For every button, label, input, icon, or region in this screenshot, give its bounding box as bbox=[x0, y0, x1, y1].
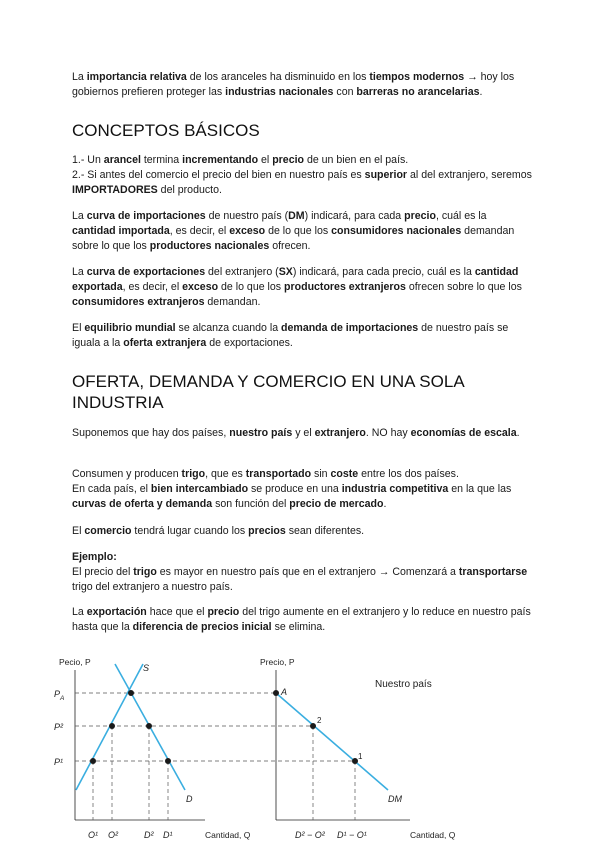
s1_p_dm-run: de nuestro país ( bbox=[205, 210, 289, 222]
right-panel-title: Nuestro país bbox=[375, 679, 432, 690]
s1_p_dm-run: curva de importaciones bbox=[86, 210, 206, 222]
s1_p_dm-run: , es decir, el bbox=[169, 225, 230, 237]
s2_p4-run: El precio del bbox=[72, 566, 134, 578]
s2_p2-run: coste bbox=[330, 468, 359, 480]
intro-run: → hoy los gobiernos prefieren proteger las bbox=[72, 71, 515, 98]
s1_list-run: 1.- Un bbox=[72, 154, 104, 166]
s2_p1-run: y el bbox=[292, 427, 315, 439]
intro-run: con bbox=[333, 86, 357, 98]
s1_p_dm-run: cantidad importada bbox=[72, 225, 170, 237]
dm-label: DM bbox=[388, 794, 402, 804]
s1_p_eq-run: de nuestro país se iguala a la bbox=[72, 322, 509, 349]
s2_p4-run: Ejemplo: bbox=[72, 551, 117, 563]
s1_p_dm-run: La bbox=[72, 210, 87, 222]
label-point-1: 1 bbox=[358, 752, 363, 761]
s2_p2-run: entre los dos países. bbox=[358, 468, 459, 480]
s2_p5-run: se elimina. bbox=[271, 621, 326, 633]
left-y-axis-label: Pecio, P bbox=[59, 657, 91, 667]
s1_list-run: incrementando bbox=[182, 154, 259, 166]
s2_p2-run: En cada país, el bbox=[72, 483, 151, 495]
point-2 bbox=[310, 723, 316, 729]
s1_p_eq-run: de exportaciones. bbox=[206, 337, 293, 349]
s1_p_dm-run: consumidores nacionales bbox=[331, 225, 462, 237]
x-tick-D1: D¹ bbox=[163, 830, 173, 840]
supply-point-P1 bbox=[90, 758, 96, 764]
s2_p3-run: precios bbox=[248, 525, 286, 537]
s1_p_dm-run: ofrecen. bbox=[269, 240, 311, 252]
section-title-conceptos: CONCEPTOS BÁSICOS bbox=[72, 121, 260, 140]
s2_p5-run: precio bbox=[207, 606, 240, 618]
s1_list-run: del producto. bbox=[157, 184, 222, 196]
point-A bbox=[273, 690, 279, 696]
s1_p_sx-run: productores extranjeros bbox=[284, 281, 406, 293]
s1_p_sx-run: ofrecen sobre lo que los bbox=[405, 281, 522, 293]
s1_p_dm-run: precio bbox=[404, 210, 436, 222]
s1_p_dm-run: , cuál es la bbox=[435, 210, 487, 222]
supply-point-P2 bbox=[109, 723, 115, 729]
x-tick-D1-O1: D¹ − O¹ bbox=[337, 830, 367, 840]
s1_p_sx-run: consumidores extranjeros bbox=[72, 296, 205, 308]
s2_p4-run: trigo bbox=[133, 566, 157, 578]
s1_list-run: precio bbox=[272, 154, 304, 166]
right-panel bbox=[260, 657, 456, 840]
s1_p_sx-run: La bbox=[72, 266, 87, 278]
s2_p4-run: es mayor en nuestro país que en el extranjero → Comenzará a bbox=[156, 566, 459, 578]
s1_p_sx-run: exceso bbox=[182, 281, 219, 293]
s2_p5-run: del trigo aumente en el extranjero y lo reduce en nuestro país hasta que la bbox=[72, 606, 531, 633]
s1_p_dm-run: exceso bbox=[229, 225, 266, 237]
section-title-oferta-demanda: OFERTA, DEMANDA Y COMERCIO EN UNA SOLA INDUSTRIA bbox=[72, 372, 464, 412]
s2_p5-run: La bbox=[72, 606, 87, 618]
s1_p_sx-run: de lo que los bbox=[218, 281, 285, 293]
s2_p1-run: extranjero bbox=[314, 427, 366, 439]
import-demand-curve bbox=[276, 693, 388, 790]
s2_p5-run: exportación bbox=[86, 606, 147, 618]
s1_p_eq-run: El bbox=[72, 322, 85, 334]
x-tick-D2-O2: D² − O² bbox=[295, 830, 325, 840]
s2_p2-run: , que es bbox=[205, 468, 246, 480]
s1_p_sx-run: ) indicará, para cada precio, cuál es la bbox=[292, 266, 475, 278]
s2_p4-run: trigo del extranjero a nuestro país. bbox=[72, 581, 233, 593]
s1_list-run: 2.- Si antes del comercio el precio del bien en nuestro país es bbox=[72, 169, 365, 181]
s2_p4-run: transportarse bbox=[458, 566, 528, 578]
label-point-2: 2 bbox=[317, 716, 322, 725]
supply-label: S bbox=[143, 663, 150, 673]
s1_p_sx-run: curva de exportaciones bbox=[86, 266, 206, 278]
s1_p_sx-run: demandan. bbox=[204, 296, 261, 308]
s2_p3-run: tendrá lugar cuando los bbox=[131, 525, 249, 537]
right-x-axis-label: Cantidad, Q bbox=[410, 830, 456, 840]
s2_p2-run: sin bbox=[311, 468, 331, 480]
y-tick-P1: P¹ bbox=[54, 757, 63, 767]
s1_p_dm-run: ) indicará, para cada bbox=[304, 210, 405, 222]
s2_p3-run: sean diferentes. bbox=[285, 525, 365, 537]
s2_p2-run: son función del bbox=[212, 498, 290, 510]
s2_p2-run: curvas de oferta y demanda bbox=[72, 498, 213, 510]
s1_list-run: arancel bbox=[103, 154, 141, 166]
s2_p2-run: trigo bbox=[181, 468, 206, 480]
intro-run: barreras no arancelarias bbox=[356, 86, 480, 98]
s2_p2-run: se produce en una bbox=[248, 483, 342, 495]
right-y-axis-label: Precio, P bbox=[260, 657, 295, 667]
s1_p_dm-run: de lo que los bbox=[265, 225, 332, 237]
intro-run: tiempos modernos bbox=[369, 71, 465, 83]
equilibrium-point-A bbox=[128, 690, 134, 696]
s2_p2-run: . bbox=[383, 498, 387, 510]
x-tick-D2: D² bbox=[144, 830, 154, 840]
s1_list-run: de un bien en el país. bbox=[304, 154, 409, 166]
s1_list-run: al del extranjero, seremos bbox=[407, 169, 532, 181]
s1_list-run: termina bbox=[140, 154, 183, 166]
s1_p_dm-run: demandan sobre lo que los bbox=[72, 225, 515, 252]
s2_p1-run: Suponemos que hay dos países, bbox=[72, 427, 230, 439]
s1_list-run: el bbox=[258, 154, 273, 166]
s2_p1-run: . NO hay bbox=[365, 427, 411, 439]
s2_p2-run: transportado bbox=[245, 468, 312, 480]
s1_p_eq-run: se alcanza cuando la bbox=[175, 322, 282, 334]
s1_p_sx-run: cantidad exportada bbox=[72, 266, 519, 293]
intro-run: importancia relativa bbox=[86, 71, 187, 83]
demand-point-P2 bbox=[146, 723, 152, 729]
s2_p3-run: comercio bbox=[84, 525, 132, 537]
s2_p2-run: bien intercambiado bbox=[150, 483, 249, 495]
s1_p_eq-run: demanda de importaciones bbox=[281, 322, 419, 334]
s2_p3-run: El bbox=[72, 525, 85, 537]
label-point-A: A bbox=[281, 687, 288, 697]
s2_p2-run: en la que las bbox=[448, 483, 512, 495]
s1_list-run: superior bbox=[364, 169, 408, 181]
s1_p_dm-run: productores nacionales bbox=[149, 240, 270, 252]
intro-run: de los aranceles ha disminuido en los bbox=[186, 71, 370, 83]
s2_p5-run: hace que el bbox=[146, 606, 208, 618]
s2_p1-run: nuestro país bbox=[229, 427, 293, 439]
left-panel bbox=[54, 657, 355, 840]
s1_p_eq-run: equilibrio mundial bbox=[84, 322, 176, 334]
s1_p_dm-run: DM bbox=[288, 210, 305, 222]
y-tick-PA: $P_A$ bbox=[54, 689, 65, 702]
s2_p2-run: Consumen y producen bbox=[72, 468, 182, 480]
left-x-axis-label: Cantidad, Q bbox=[205, 830, 251, 840]
s1_list-run: IMPORTADORES bbox=[72, 184, 158, 196]
s2_p5-run: diferencia de precios inicial bbox=[132, 621, 272, 633]
s1_p_sx-run: SX bbox=[278, 266, 293, 278]
intro-run: industrias nacionales bbox=[225, 86, 334, 98]
y-tick-P2: P² bbox=[54, 722, 63, 732]
demand-label: D bbox=[186, 794, 193, 804]
demand-point-P1 bbox=[165, 758, 171, 764]
intro-run: . bbox=[479, 86, 483, 98]
s1_p_eq-run: oferta extranjera bbox=[123, 337, 207, 349]
s2_p2-run: precio de mercado bbox=[289, 498, 384, 510]
s1_p_sx-run: , es decir, el bbox=[122, 281, 183, 293]
x-tick-O2: O² bbox=[108, 830, 118, 840]
intro-run: La bbox=[72, 71, 87, 83]
s2_p2-run: industria competitiva bbox=[341, 483, 449, 495]
s2_p1-run: . bbox=[516, 427, 520, 439]
s1_p_sx-run: del extranjero ( bbox=[205, 266, 279, 278]
s2_p1-run: economías de escala bbox=[410, 427, 517, 439]
x-tick-O1: O¹ bbox=[88, 830, 98, 840]
